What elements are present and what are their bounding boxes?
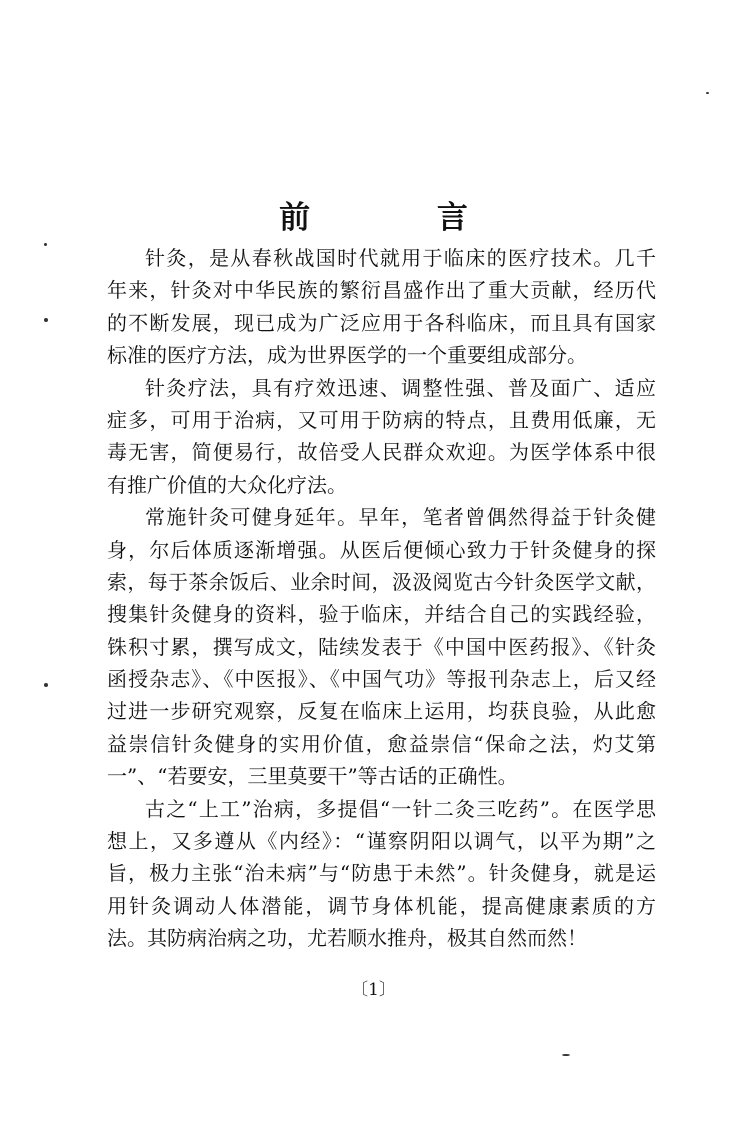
text-line: 标准的医疗方法，成为世界医学的一个重要组成部分。 (107, 343, 587, 368)
page-title: 前 言 (279, 200, 526, 236)
text-line: 搜集针灸健身的资料，验于临床，并结合自己的实践经验， (107, 602, 656, 627)
text-line: 的不断发展，现已成为广泛应用于各科临床，而且具有国家 (107, 310, 656, 335)
text-line: 症多，可用于治病，又可用于防病的特点，且费用低廉，无 (107, 407, 656, 432)
text-line: 针灸，是从春秋战国时代就用于临床的医疗技术。几千 (145, 246, 656, 270)
text-line: 有推广价值的大众化疗法。 (107, 472, 347, 497)
scan-speck (44, 318, 48, 322)
page-number: 〔1〕 (351, 980, 396, 1000)
text-line: 益崇信针灸健身的实用价值，愈益崇信“保命之法，灼艾第 (107, 731, 656, 756)
text-line: 旨，极力主张“治未病”与“防患于未然”。针灸健身，就是运 (107, 861, 656, 886)
scan-speck (44, 683, 48, 687)
text-line: 一”、“若要安，三里莫要干”等古话的正确性。 (107, 764, 518, 789)
text-line: 年来，针灸对中华民族的繁衍昌盛作出了重大贡献，经历代 (107, 278, 656, 303)
scan-speck (44, 243, 47, 246)
text-line: 针灸疗法，具有疗效迅速、调整性强、普及面广、适应 (145, 375, 656, 400)
text-line: 索，每于茶余饭后、业余时间，汲汲阅览古今针灸医学文献， (107, 569, 656, 594)
text-line: 函授杂志》、《中医报》、《中国气功》等报刊杂志上，后又经 (107, 667, 656, 692)
preface-body (107, 242, 656, 955)
scan-speck (706, 92, 709, 94)
text-line: 毒无害，简便易行，故倍受人民群众欢迎。为医学体系中很 (107, 440, 656, 465)
text-line: 用针灸调动人体潜能，调节身体机能，提高健康素质的方 (107, 893, 656, 918)
scan-speck (562, 1054, 570, 1056)
text-line: 古之“上工”治病，多提倡“一针二灸三吃药”。在医学思 (145, 796, 656, 821)
text-line: 想上，又多遵从《内经》：“谨察阴阳以调气，以平为期”之 (107, 829, 656, 854)
text-line: 铢积寸累，撰写成文，陆续发表于《中国中医药报》、《针灸 (107, 634, 656, 659)
text-line: 身，尔后体质逐渐增强。从医后便倾心致力于针灸健身的探 (107, 537, 656, 562)
text-line: 法。其防病治病之功，尤若顺水推舟，极其自然而然！ (107, 926, 587, 951)
text-line: 常施针灸可健身延年。早年，笔者曾偶然得益于针灸健 (145, 505, 656, 530)
text-line: 过进一步研究观察，反复在临床上运用，均获良验，从此愈 (107, 699, 656, 724)
